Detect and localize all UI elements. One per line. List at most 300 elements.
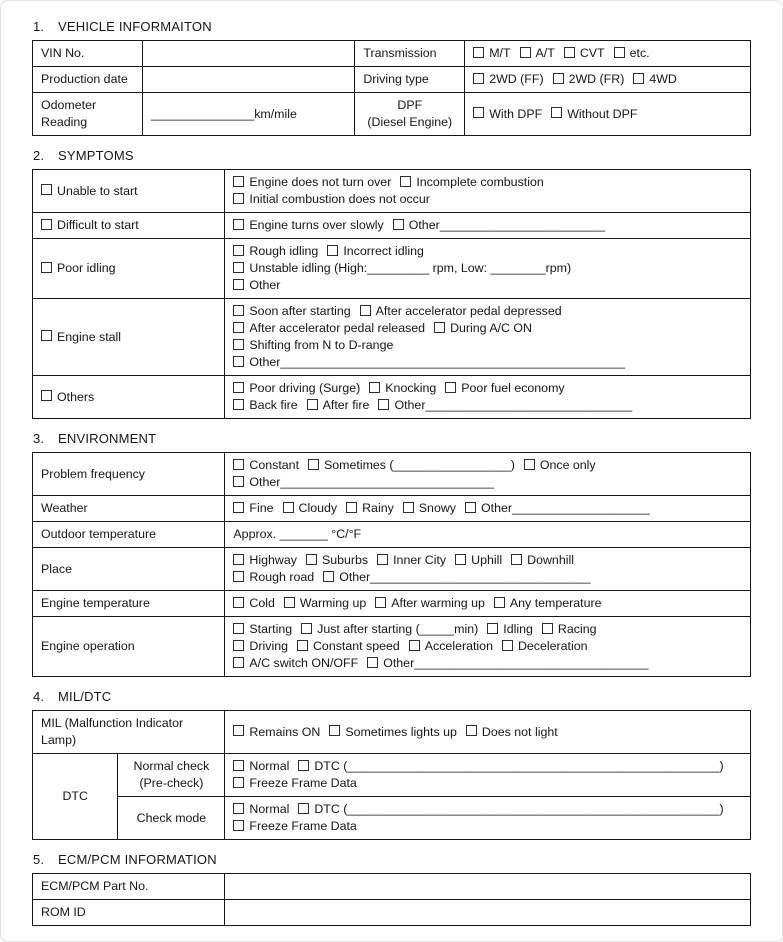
text-line — [363, 114, 456, 131]
checkbox-label: Unable to start — [57, 183, 138, 198]
checkbox[interactable] — [233, 820, 244, 831]
checkbox[interactable] — [473, 47, 484, 58]
text-line — [233, 569, 742, 586]
checkbox-option[interactable] — [233, 244, 318, 258]
checkbox[interactable] — [41, 219, 52, 230]
checkbox-option[interactable] — [233, 261, 571, 275]
checkbox[interactable] — [233, 399, 244, 410]
checkbox-option[interactable] — [393, 218, 605, 232]
checkbox[interactable] — [233, 219, 244, 230]
checkbox-option[interactable] — [233, 475, 494, 489]
checkbox[interactable] — [233, 476, 244, 487]
checkbox[interactable] — [233, 554, 244, 565]
checkbox-option[interactable] — [233, 304, 350, 318]
engine-operation-label-cell — [33, 617, 225, 677]
text-line — [41, 466, 216, 483]
checkbox-option[interactable] — [233, 639, 288, 653]
checkbox[interactable] — [465, 502, 476, 513]
checkbox-label: Does not light — [481, 724, 558, 739]
place-options-cell — [225, 548, 751, 591]
checkbox[interactable] — [233, 322, 244, 333]
text-line — [233, 397, 742, 414]
symptom-others-cell — [33, 376, 225, 419]
checkbox[interactable] — [524, 459, 535, 470]
checkbox[interactable] — [233, 382, 244, 393]
text: Reading — [41, 115, 88, 129]
checkbox-option[interactable] — [323, 570, 591, 584]
checkbox-option[interactable] — [377, 553, 446, 567]
text-line — [233, 174, 742, 191]
text: MIL (Malfunction Indicator — [41, 716, 184, 730]
checkbox-label: 4WD — [649, 72, 677, 86]
checkbox-option[interactable] — [41, 218, 139, 232]
checkbox[interactable] — [41, 330, 52, 341]
checkbox[interactable] — [41, 262, 52, 273]
checkbox-option[interactable] — [375, 596, 485, 610]
text-line — [41, 71, 134, 88]
text-line — [151, 106, 347, 123]
checkbox-option[interactable] — [301, 622, 478, 636]
checkbox[interactable] — [323, 571, 334, 582]
checkbox[interactable] — [233, 305, 244, 316]
mil-options-cell — [225, 711, 751, 754]
checkbox[interactable] — [466, 725, 477, 736]
checkbox-option[interactable] — [346, 501, 394, 515]
text-line — [41, 45, 134, 62]
table-row — [33, 41, 751, 67]
checkbox[interactable] — [41, 184, 52, 195]
checkbox[interactable] — [297, 640, 308, 651]
checkbox-label: 2WD (FR) — [568, 72, 625, 86]
text-line — [233, 474, 742, 491]
text-line — [363, 97, 456, 114]
checkbox[interactable] — [41, 390, 52, 401]
checkbox-option[interactable] — [403, 501, 456, 515]
mil-label-cell — [33, 711, 225, 754]
checkbox-label: Normal — [249, 802, 290, 816]
checkbox[interactable] — [284, 597, 295, 608]
text-line — [233, 500, 742, 517]
checkbox[interactable] — [298, 803, 309, 814]
checkbox-option[interactable] — [524, 458, 596, 472]
checkbox-label: Suburbs — [321, 553, 369, 567]
checkbox[interactable] — [367, 657, 378, 668]
checkbox-option[interactable] — [298, 759, 723, 773]
odometer-value-cell — [142, 93, 355, 136]
checkbox-option[interactable] — [307, 398, 370, 412]
normal-check-options-cell — [225, 754, 751, 797]
checkbox-option[interactable] — [233, 192, 429, 206]
text-line — [41, 878, 216, 895]
checkbox-label: Engine does not turn over — [249, 175, 392, 189]
checkbox[interactable] — [233, 279, 244, 290]
checkbox-option[interactable] — [367, 656, 648, 670]
text-line — [233, 217, 742, 234]
checkbox[interactable] — [400, 176, 411, 187]
checkbox-option[interactable] — [284, 596, 366, 610]
checkbox-option[interactable] — [233, 458, 299, 472]
checkbox[interactable] — [233, 176, 244, 187]
checkbox[interactable] — [473, 73, 484, 84]
checkbox-option[interactable] — [409, 639, 493, 653]
table-symptoms — [32, 169, 751, 419]
checkbox[interactable] — [520, 47, 531, 58]
checkbox[interactable] — [233, 459, 244, 470]
checkbox[interactable] — [283, 502, 294, 513]
checkbox[interactable] — [346, 502, 357, 513]
checkbox[interactable] — [233, 339, 244, 350]
checkbox[interactable] — [233, 262, 244, 273]
checkbox-label: Poor driving (Surge) — [249, 381, 361, 395]
checkbox-label: Starting — [249, 622, 293, 636]
checkbox[interactable] — [375, 597, 386, 608]
checkbox[interactable] — [233, 502, 244, 513]
checkbox-label: Poor idling — [57, 261, 116, 275]
checkbox-label: Rainy — [362, 501, 394, 515]
checkbox-option[interactable] — [329, 725, 457, 739]
checkbox-label: Rough idling — [249, 244, 319, 258]
checkbox-option[interactable] — [233, 819, 356, 833]
text-line — [41, 561, 216, 578]
engine-temperature-options-cell — [225, 591, 751, 617]
checkbox[interactable] — [403, 502, 414, 513]
checkbox-option[interactable] — [466, 725, 558, 739]
checkbox-label: etc. — [629, 46, 650, 60]
checkbox-label: Uphill — [471, 553, 503, 567]
checkbox-label: Acceleration — [424, 639, 493, 653]
checkbox[interactable] — [233, 623, 244, 634]
checkbox-option[interactable] — [494, 596, 602, 610]
table-row — [33, 548, 751, 591]
checkbox-option[interactable] — [434, 321, 532, 335]
text-line — [473, 45, 742, 62]
text: Engine operation — [41, 639, 135, 653]
checkbox[interactable] — [445, 382, 456, 393]
checkbox-option[interactable] — [233, 759, 289, 773]
checkbox-option[interactable] — [400, 175, 543, 189]
checkbox-option[interactable] — [327, 244, 424, 258]
checkbox[interactable] — [434, 322, 445, 333]
section-number: 2. — [33, 148, 45, 163]
checkbox-option[interactable] — [455, 553, 502, 567]
checkbox-option[interactable] — [473, 72, 543, 86]
checkbox[interactable] — [233, 803, 244, 814]
checkbox-label: DTC (______________________________________________________) — [314, 759, 724, 773]
engine-operation-options-cell — [225, 617, 751, 677]
checkbox-label: Others — [57, 389, 95, 404]
checkbox[interactable] — [369, 382, 380, 393]
checkbox[interactable] — [306, 554, 317, 565]
text-line — [126, 758, 216, 775]
section-title-text: MIL/DTC — [58, 689, 112, 704]
checkbox-option[interactable] — [41, 390, 94, 404]
checkbox[interactable] — [487, 623, 498, 634]
checkbox-label: CVT — [579, 46, 605, 60]
text-line — [233, 354, 742, 371]
checkbox-option[interactable] — [633, 72, 677, 86]
text-line — [233, 191, 742, 208]
checkbox[interactable] — [233, 657, 244, 668]
checkbox-option[interactable] — [473, 107, 542, 121]
vin-value-cell[interactable] — [142, 41, 355, 67]
checkbox-label: A/T — [535, 46, 555, 60]
checkbox-option[interactable] — [487, 622, 533, 636]
checkbox-option[interactable] — [233, 338, 393, 352]
table-row — [33, 617, 751, 677]
checkbox-option[interactable] — [233, 398, 297, 412]
checkbox[interactable] — [233, 356, 244, 367]
checkbox[interactable] — [233, 760, 244, 771]
checkbox-label: Back fire — [249, 398, 298, 412]
checkbox-label: Downhill — [527, 553, 574, 567]
checkbox[interactable] — [551, 107, 562, 118]
section-heading-mildtc — [33, 689, 751, 704]
text: Weather — [41, 501, 88, 515]
section-heading-symptoms — [33, 148, 751, 163]
checkbox-label: Unstable idling (High:_________ rpm, Low: ________rpm) — [249, 261, 572, 275]
form-sections — [32, 19, 751, 926]
checkbox[interactable] — [473, 107, 484, 118]
others-details-cell — [225, 376, 751, 419]
dtc-label-cell — [33, 754, 118, 840]
checkbox-label: Sometimes lights up — [345, 724, 457, 739]
text-line — [233, 457, 742, 474]
table-row — [33, 453, 751, 496]
checkbox[interactable] — [233, 777, 244, 788]
checkbox[interactable] — [502, 640, 513, 651]
text: ECM/PCM Part No. — [41, 879, 149, 893]
checkbox[interactable] — [511, 554, 522, 565]
outdoor-temperature-value-cell — [225, 522, 751, 548]
checkbox[interactable] — [360, 305, 371, 316]
checkbox[interactable] — [633, 73, 644, 84]
checkbox[interactable] — [308, 459, 319, 470]
checkbox-option[interactable] — [233, 776, 356, 790]
checkbox-label: After accelerator pedal released — [249, 321, 426, 335]
unable-to-start-details-cell — [225, 170, 751, 213]
checkbox-option[interactable] — [283, 501, 338, 515]
text-line — [41, 904, 216, 921]
checkbox-label: DTC (______________________________________________________) — [314, 802, 724, 816]
checkbox[interactable] — [378, 399, 389, 410]
checkbox-option[interactable] — [233, 278, 280, 292]
checkbox-option[interactable] — [233, 218, 383, 232]
text-line — [41, 638, 216, 655]
checkbox-label: Shifting from N to D-range — [249, 338, 394, 352]
table-vehicle — [32, 40, 751, 136]
driving-type-label-cell — [355, 67, 465, 93]
checkbox-option[interactable] — [233, 501, 273, 515]
checkbox[interactable] — [233, 640, 244, 651]
checkbox-option[interactable] — [41, 261, 116, 275]
checkbox-option[interactable] — [233, 570, 314, 584]
checkbox[interactable] — [409, 640, 420, 651]
problem-frequency-options-cell — [225, 453, 751, 496]
table-row — [33, 299, 751, 376]
text: (Diesel Engine) — [367, 115, 453, 129]
checkbox-option[interactable] — [233, 381, 360, 395]
checkbox[interactable] — [233, 571, 244, 582]
transmission-label-cell — [355, 41, 465, 67]
checkbox-option[interactable] — [233, 355, 625, 369]
checkbox-option[interactable] — [233, 656, 358, 670]
table-environment — [32, 452, 751, 677]
text-line — [233, 595, 742, 612]
difficult-to-start-details-cell — [225, 213, 751, 239]
checkbox[interactable] — [455, 554, 466, 565]
checkbox-label: 2WD (FF) — [489, 72, 544, 86]
checkbox[interactable] — [494, 597, 505, 608]
checkbox[interactable] — [377, 554, 388, 565]
checkbox-option[interactable] — [233, 175, 391, 189]
checkbox-option[interactable] — [308, 458, 515, 472]
checkbox-option[interactable] — [551, 107, 637, 121]
section-heading-environment — [33, 431, 751, 446]
checkbox[interactable] — [553, 73, 564, 84]
table-row — [33, 93, 751, 136]
checkbox-option[interactable] — [473, 46, 510, 60]
checkbox-option[interactable] — [614, 46, 650, 60]
production-date-label-cell — [33, 67, 143, 93]
checkbox-option[interactable] — [233, 321, 425, 335]
checkbox-option[interactable] — [542, 622, 597, 636]
checkbox-label: Constant speed — [312, 639, 400, 653]
checkbox-option[interactable] — [233, 622, 292, 636]
checkbox-option[interactable] — [297, 639, 400, 653]
checkbox-label: Deceleration — [517, 639, 588, 653]
poor-idling-details-cell — [225, 239, 751, 299]
checkbox-label: Rough road — [249, 570, 315, 584]
checkbox[interactable] — [233, 193, 244, 204]
text: Approx. _______ °C/°F — [233, 527, 362, 541]
section-environment — [32, 431, 751, 677]
checkbox-option[interactable] — [233, 725, 320, 739]
checkbox-label: Poor fuel economy — [461, 381, 565, 395]
checkbox-option[interactable] — [445, 381, 564, 395]
checkbox-option[interactable] — [511, 553, 574, 567]
table-mildtc — [32, 710, 751, 840]
checkbox-option[interactable] — [553, 72, 625, 86]
checkbox-option[interactable] — [233, 596, 274, 610]
checkbox[interactable] — [329, 725, 340, 736]
symptom-difficult-to-start-cell — [33, 213, 225, 239]
checkbox-label: Difficult to start — [57, 218, 139, 232]
text-line — [233, 758, 742, 775]
table-row — [33, 239, 751, 299]
checkbox-option[interactable] — [233, 553, 297, 567]
checkbox-option[interactable] — [564, 46, 605, 60]
text-line — [363, 45, 456, 62]
checkbox-label: Sometimes (_________________) — [324, 458, 515, 472]
checkbox[interactable] — [393, 219, 404, 230]
checkbox-label: After warming up — [391, 596, 485, 610]
text: ROM ID — [41, 905, 86, 919]
checkbox-label: Engine turns over slowly — [249, 218, 384, 232]
text-line — [233, 526, 742, 543]
text: Driving type — [363, 72, 429, 86]
rom-id-value-cell[interactable] — [225, 900, 751, 926]
checkbox[interactable] — [542, 623, 553, 634]
checkbox-label: Remains ON — [249, 724, 321, 739]
checkbox-option[interactable] — [233, 802, 289, 816]
text-line — [233, 243, 742, 260]
rom-id-label-cell — [33, 900, 225, 926]
text-line — [233, 303, 742, 320]
checkbox-label: Cold — [249, 596, 275, 610]
checkbox[interactable] — [614, 47, 625, 58]
checkbox-option[interactable] — [465, 501, 650, 515]
checkbox-label: Other__________________________________________________ — [249, 355, 625, 369]
table-row — [33, 213, 751, 239]
checkbox[interactable] — [233, 597, 244, 608]
symptom-poor-idling-cell — [33, 239, 225, 299]
text-line — [233, 552, 742, 569]
table-row — [33, 496, 751, 522]
text-line — [233, 638, 742, 655]
text-line — [126, 810, 216, 827]
text-line — [233, 260, 742, 277]
checkbox-option[interactable] — [306, 553, 368, 567]
checkbox[interactable] — [327, 245, 338, 256]
text-line — [233, 621, 742, 638]
section-symptoms — [32, 148, 751, 419]
text-line — [233, 801, 742, 818]
text-line — [233, 380, 742, 397]
text-line — [41, 329, 216, 346]
text: DPF — [397, 98, 423, 112]
text-line — [233, 337, 742, 354]
table-row — [33, 900, 751, 926]
checkbox[interactable] — [307, 399, 318, 410]
checkbox-option[interactable] — [41, 184, 138, 198]
checkbox-option[interactable] — [360, 304, 562, 318]
checkbox-option[interactable] — [369, 381, 436, 395]
checkbox[interactable] — [301, 623, 312, 634]
checkbox[interactable] — [564, 47, 575, 58]
checkbox-label: Constant — [249, 458, 300, 472]
ecm-pcm-part-no-value-cell[interactable] — [225, 874, 751, 900]
section-mildtc — [32, 689, 751, 840]
checkbox-label: Snowy — [418, 501, 456, 515]
text-line — [41, 114, 134, 131]
section-title-text: SYMPTOMS — [58, 148, 134, 163]
odometer-label-cell — [33, 93, 143, 136]
dpf-options-cell — [465, 93, 751, 136]
checkbox-label: Other______________________________ — [394, 398, 633, 412]
checkbox[interactable] — [298, 760, 309, 771]
checkbox-option[interactable] — [502, 639, 588, 653]
checkbox-option[interactable] — [298, 802, 723, 816]
checkbox-option[interactable] — [41, 330, 121, 344]
checkbox-option[interactable] — [520, 46, 555, 60]
text-line — [233, 724, 742, 741]
checkbox-option[interactable] — [378, 398, 632, 412]
checkbox[interactable] — [233, 245, 244, 256]
production-date-value-cell[interactable] — [142, 67, 355, 93]
check-mode-options-cell — [225, 797, 751, 840]
text-line — [233, 277, 742, 294]
table-row — [33, 67, 751, 93]
text-line — [473, 71, 742, 88]
text: (Pre-check) — [139, 776, 204, 790]
section-vehicle — [32, 19, 751, 136]
checkbox-label: Other____________________ — [481, 501, 650, 515]
checkbox[interactable] — [233, 725, 244, 736]
text: DTC — [62, 789, 88, 803]
ecm-pcm-part-no-label-cell — [33, 874, 225, 900]
table-ecmpcm — [32, 873, 751, 926]
checkbox-label: Freeze Frame Data — [249, 776, 357, 790]
